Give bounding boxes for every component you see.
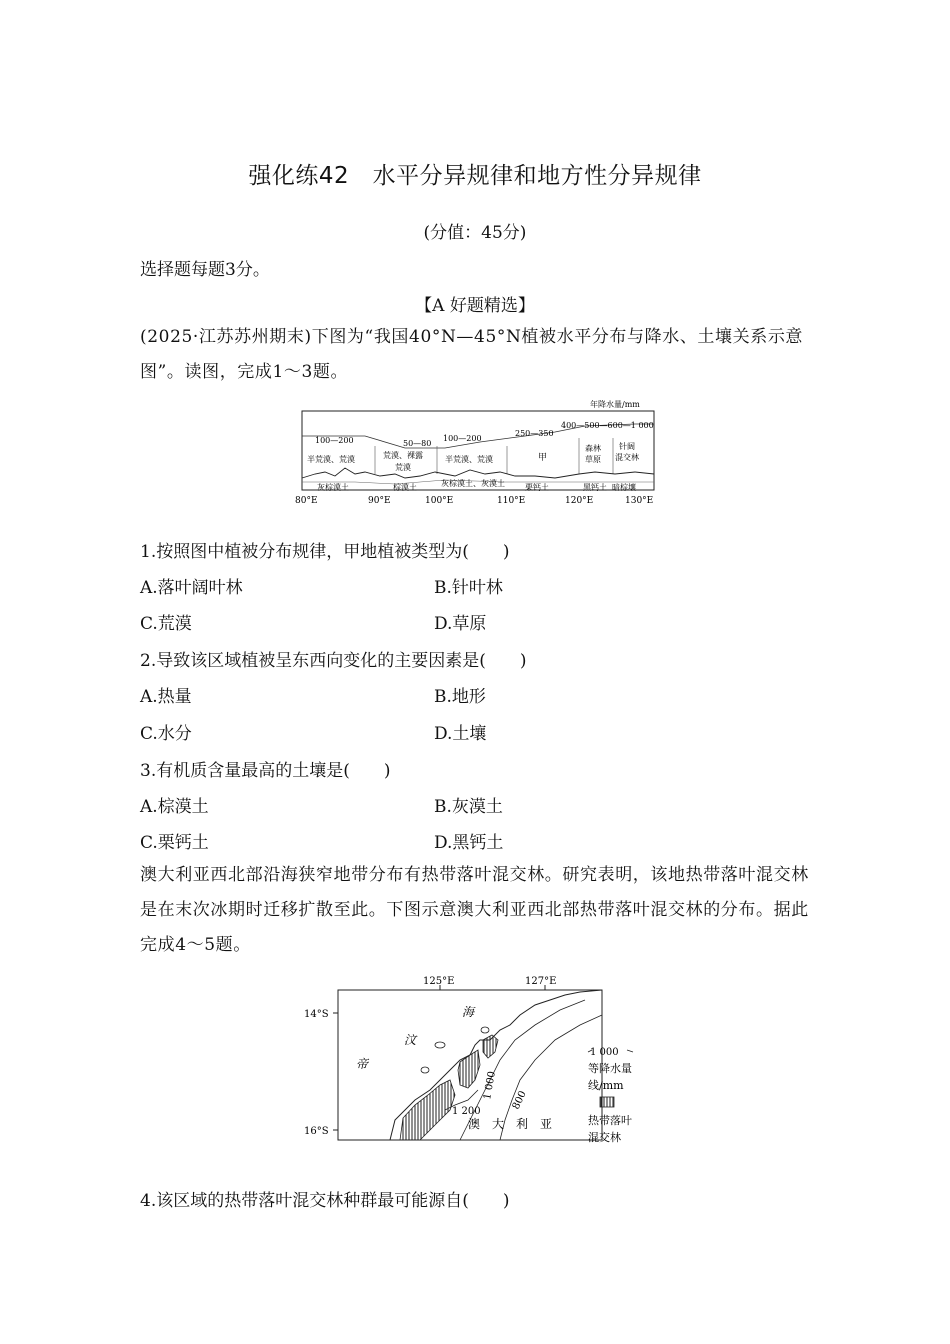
x-tick-110: 110°E xyxy=(497,496,526,506)
question-2-stem: 2.导致该区域植被呈东西向变化的主要因素是( ) xyxy=(140,651,527,671)
section-a-heading: 【A 好题精选】 xyxy=(415,296,535,316)
x-tick-120: 120°E xyxy=(565,496,594,506)
question-3-option-c: C.栗钙土 xyxy=(140,833,209,853)
x-tick-80: 80°E xyxy=(295,496,318,506)
legend-forest-swatch xyxy=(600,1097,614,1107)
lat-label-14: 14°S xyxy=(304,1009,329,1020)
precip-label-1: 100—200 xyxy=(315,436,354,445)
isohyet-label-800: 800 xyxy=(510,1089,529,1112)
legend-forest-text-2: 混交林 xyxy=(588,1131,621,1144)
veg-label-6: 草原 xyxy=(585,455,601,464)
precip-unit-label: 年降水量/mm xyxy=(590,400,640,409)
x-tick-100: 100°E xyxy=(425,496,454,506)
lon-label-125: 125°E xyxy=(423,976,455,987)
sea-char-di: 帝 xyxy=(356,1057,369,1071)
page-title: 强化练42 水平分异规律和地方性分异规律 xyxy=(248,163,702,189)
veg-label-1: 半荒漠、荒漠 xyxy=(307,455,355,464)
legend-isohyet-text-1: 等降水量 xyxy=(588,1062,632,1075)
question-2-option-d: D.土壤 xyxy=(434,724,487,744)
australia-forest-map xyxy=(300,970,660,1150)
question-1-option-c: C.荒漠 xyxy=(140,614,192,634)
question-2-option-a: A.热量 xyxy=(140,687,192,707)
precip-label-4: 250—350 xyxy=(515,429,554,438)
veg-label-7: 针阔 xyxy=(619,442,635,451)
precip-label-3: 100—200 xyxy=(443,434,482,443)
question-2-option-c: C.水分 xyxy=(140,724,192,744)
question-1-option-d: D.草原 xyxy=(434,614,487,634)
legend-isohyet-value: 1 000 xyxy=(590,1047,619,1058)
veg-label-2: 荒漠、裸露 xyxy=(383,451,423,460)
question-1-stem: 1.按照图中植被分布规律，甲地植被类型为( ) xyxy=(140,542,510,562)
question-1-option-b: B.针叶林 xyxy=(434,578,503,598)
veg-label-5: 森林 xyxy=(585,444,601,453)
x-tick-130: 130°E xyxy=(625,496,654,506)
instruction: 选择题每题3分。 xyxy=(140,260,270,280)
question-1-option-a: A.落叶阔叶林 xyxy=(140,578,243,598)
sea-char-wen: 汶 xyxy=(404,1033,417,1047)
isohyet-label-1200: 1 200 xyxy=(452,1106,481,1117)
vegetation-profile-figure xyxy=(295,396,660,508)
question-2-option-b: B.地形 xyxy=(434,687,486,707)
soil-label-6: 暗棕壤 xyxy=(612,483,636,492)
land-label-australia: 澳 大 利 亚 xyxy=(468,1117,553,1131)
veg-label-4: 半荒漠、荒漠 xyxy=(445,455,493,464)
lat-label-16: 16°S xyxy=(304,1126,329,1137)
question-3-option-a: A.棕漠土 xyxy=(140,797,209,817)
lon-label-127: 127°E xyxy=(525,976,557,987)
question-3-option-d: D.黑钙土 xyxy=(434,833,504,853)
intro-paragraph-1: (2025·江苏苏州期末)下图为“我国40°N—45°N植被水平分布与降水、土壤关系示意图”。读图，完成1～3题。 xyxy=(140,327,804,382)
question-3-stem: 3.有机质含量最高的土壤是( ) xyxy=(140,761,391,781)
isohyet-label-1000: 1 000 xyxy=(482,1070,498,1101)
score-note: (分值：45分) xyxy=(423,223,527,243)
x-tick-90: 90°E xyxy=(368,496,391,506)
precip-label-5: 400—500—600—1 000 xyxy=(561,421,654,430)
soil-label-5: 黑钙土 xyxy=(583,483,607,492)
soil-label-1: 灰棕漠土 xyxy=(317,483,349,492)
veg-label-8: 混交林 xyxy=(615,453,639,462)
legend-forest-text-1: 热带落叶 xyxy=(588,1114,632,1127)
sea-char-hai: 海 xyxy=(462,1005,475,1019)
question-3-option-b: B.灰漠土 xyxy=(434,797,503,817)
soil-label-3: 灰棕漠土、灰漠土 xyxy=(441,479,505,488)
veg-label-3: 荒漠 xyxy=(395,463,411,472)
soil-label-4: 栗钙土 xyxy=(525,483,549,492)
intro-paragraph-2: 澳大利亚西北部沿海狭窄地带分布有热带落叶混交林。研究表明，该地热带落叶混交林是在末次冰期时迁移扩散至此。下图示意澳大利亚西北部热带落叶混交林的分布。据此完成4～5题。 xyxy=(140,865,809,955)
legend-isohyet-text-2: 线/mm xyxy=(588,1079,624,1092)
precip-label-2: 50—80 xyxy=(403,439,432,448)
soil-label-2: 棕漠土 xyxy=(393,483,417,492)
question-4-stem: 4.该区域的热带落叶混交林种群最可能源自( ) xyxy=(140,1191,510,1211)
veg-label-jia: 甲 xyxy=(538,453,548,463)
